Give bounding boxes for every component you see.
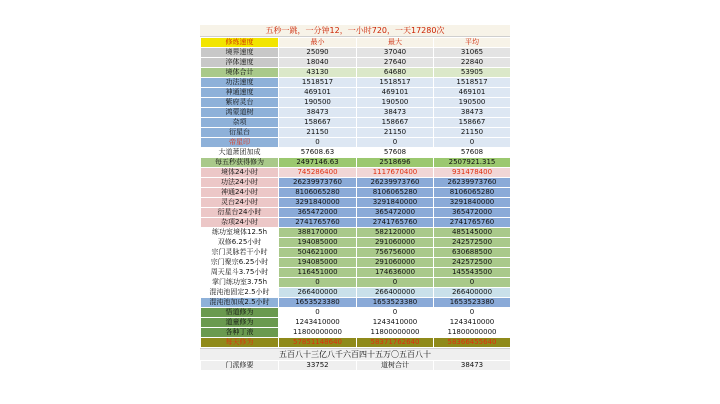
cell-min[interactable]: 504621000 [279,248,357,258]
cell-min[interactable]: 8106065280 [279,188,357,198]
table-row [201,128,511,138]
table-row [201,258,511,268]
cell-max[interactable]: 3291840000 [357,198,434,208]
cell-avg[interactable]: 630688500 [434,248,511,258]
cell-max[interactable]: 57608 [357,148,434,158]
cell-avg[interactable]: 2741765760 [434,218,511,228]
cell-avg[interactable]: 3291840000 [434,198,511,208]
row-label[interactable]: 紫府灵台 [201,98,279,108]
cell-avg[interactable]: 931478400 [434,168,511,178]
row-label[interactable]: 混沌池固定2.5小时 [201,288,279,298]
cell-max[interactable]: 11800000000 [357,328,434,338]
row-label[interactable]: 宗门聚宗6.25小时 [201,258,279,268]
cell-min[interactable]: 11800000000 [279,328,357,338]
partial-row [201,361,511,371]
row-label[interactable]: 各种丁液 [201,328,279,338]
cell-min[interactable]: 388170000 [279,228,357,238]
row-label[interactable]: 功法速度 [201,78,279,88]
partial-table [200,360,511,371]
cell-avg[interactable]: 38473 [434,108,511,118]
cell-min[interactable]: 57851148640 [279,338,357,348]
partial-max[interactable]: 道树合计 [357,361,434,371]
cell-avg[interactable]: 22840 [434,58,511,68]
row-label[interactable]: 每天修为 [201,338,279,348]
cell-max[interactable]: 0 [357,138,434,148]
cell-max[interactable]: 27640 [357,58,434,68]
cell-max[interactable]: 1518517 [357,78,434,88]
header-row [201,38,511,48]
table-row [201,88,511,98]
cell-avg[interactable]: 31065 [434,48,511,58]
row-label[interactable]: 掌门练功室3.75h [201,278,279,288]
cell-avg[interactable]: 1518517 [434,78,511,88]
cell-max[interactable]: 582120000 [357,228,434,238]
cell-avg[interactable]: 242572500 [434,238,511,248]
cell-min[interactable]: 21150 [279,128,357,138]
table-body [201,48,511,348]
cell-max[interactable]: 21150 [357,128,434,138]
row-label[interactable]: 淬体速度 [201,58,279,68]
cell-max[interactable]: 190500 [357,98,434,108]
cell-max[interactable]: 26239973760 [357,178,434,188]
table-row [201,148,511,158]
cell-avg[interactable]: 190500 [434,98,511,108]
cell-max[interactable]: 291060000 [357,258,434,268]
cultivation-table [200,37,511,348]
row-label[interactable]: 双修6.25小时 [201,238,279,248]
row-label[interactable]: 大道萧团加成 [201,148,279,158]
cell-avg[interactable]: 11800000000 [434,328,511,338]
table-row [201,278,511,288]
cell-avg[interactable]: 266400000 [434,288,511,298]
table-row [201,48,511,58]
sheet-title: 五秒一跳，一分钟12，一小时720，一天17280次 [200,25,510,37]
row-label[interactable]: 杂项 [201,118,279,128]
header-label[interactable]: 修炼速度 [201,38,279,48]
partial-avg[interactable]: 38473 [434,361,511,371]
cell-min[interactable]: 745286400 [279,168,357,178]
cell-max[interactable]: 8106065280 [357,188,434,198]
row-label[interactable]: 帝星印 [201,138,279,148]
cell-avg[interactable]: 469101 [434,88,511,98]
table-row [201,208,511,218]
cell-avg[interactable]: 53905 [434,68,511,78]
table-row [201,168,511,178]
cell-min[interactable]: 43130 [279,68,357,78]
table-row [201,318,511,328]
cell-avg[interactable]: 1653523380 [434,298,511,308]
table-row [201,78,511,88]
cell-min[interactable]: 57608.63 [279,148,357,158]
cell-max[interactable]: 2518696 [357,158,434,168]
header-max[interactable]: 最大 [357,38,434,48]
cell-min[interactable]: 18040 [279,58,357,68]
cell-max[interactable]: 365472000 [357,208,434,218]
cell-max[interactable]: 1653523380 [357,298,434,308]
cell-max[interactable]: 1117670400 [357,168,434,178]
row-label[interactable]: 衍星台24小时 [201,208,279,218]
cell-max[interactable]: 0 [357,308,434,318]
cell-avg[interactable]: 158667 [434,118,511,128]
spreadsheet [200,25,510,371]
cell-avg[interactable]: 145543500 [434,268,511,278]
cell-max[interactable]: 0 [357,278,434,288]
row-label[interactable]: 境体合计 [201,68,279,78]
cell-avg[interactable]: 0 [434,308,511,318]
table-row [201,228,511,238]
cell-min[interactable]: 469101 [279,88,357,98]
cell-avg[interactable]: 485145000 [434,228,511,238]
cell-min[interactable]: 3291840000 [279,198,357,208]
cell-max[interactable]: 58371762640 [357,338,434,348]
table-row [201,118,511,128]
row-label[interactable]: 神通24小时 [201,188,279,198]
table-row [201,98,511,108]
row-label[interactable]: 道童修为 [201,318,279,328]
cell-min[interactable]: 38473 [279,108,357,118]
row-label[interactable]: 鸿蒙道树 [201,108,279,118]
row-label[interactable]: 神通速度 [201,88,279,98]
cell-avg[interactable]: 57608 [434,148,511,158]
cell-avg[interactable]: 2507921.315 [434,158,511,168]
table-row [201,188,511,198]
table-row [201,298,511,308]
row-label[interactable]: 练功室境体12.5h [201,228,279,238]
row-label[interactable]: 宗门灵脉若干小时 [201,248,279,258]
partial-min[interactable]: 33752 [279,361,357,371]
table-row [201,268,511,278]
cell-max[interactable]: 174636000 [357,268,434,278]
cell-avg[interactable]: 26239973760 [434,178,511,188]
total-in-words: 五百八十三亿八千六百四十五万〇五百八十 [200,348,510,360]
table-row [201,108,511,118]
table-row [201,158,511,168]
cell-min[interactable]: 190500 [279,98,357,108]
cell-min[interactable]: 25090 [279,48,357,58]
cell-avg[interactable]: 58366455640 [434,338,511,348]
cell-max[interactable]: 756756000 [357,248,434,258]
row-label[interactable]: 境界速度 [201,48,279,58]
table-row [201,288,511,298]
table-row [201,308,511,318]
cell-min[interactable]: 1243410000 [279,318,357,328]
table-row [201,328,511,338]
cell-min[interactable]: 0 [279,278,357,288]
row-label[interactable]: 灵台24小时 [201,198,279,208]
cell-max[interactable]: 2741765760 [357,218,434,228]
cell-min[interactable]: 194085000 [279,238,357,248]
cell-avg[interactable]: 8106065280 [434,188,511,198]
cell-min[interactable]: 194085000 [279,258,357,268]
table-row [201,338,511,348]
cell-avg[interactable]: 242572500 [434,258,511,268]
cell-max[interactable]: 38473 [357,108,434,118]
table-row [201,178,511,188]
table-row [201,238,511,248]
table-row [201,58,511,68]
cell-max[interactable]: 469101 [357,88,434,98]
row-label[interactable]: 周天星斗3.75小时 [201,268,279,278]
cell-avg[interactable]: 1243410000 [434,318,511,328]
cell-min[interactable]: 1653523380 [279,298,357,308]
cell-min[interactable]: 2741765760 [279,218,357,228]
row-label[interactable]: 衍星台 [201,128,279,138]
table-row [201,218,511,228]
cell-avg[interactable]: 0 [434,278,511,288]
cell-max[interactable]: 266400000 [357,288,434,298]
table-row [201,248,511,258]
row-label[interactable]: 悟道修为 [201,308,279,318]
cell-min[interactable]: 266400000 [279,288,357,298]
cell-avg[interactable]: 21150 [434,128,511,138]
cell-avg[interactable]: 0 [434,138,511,148]
row-label[interactable]: 杂项24小时 [201,218,279,228]
row-label[interactable]: 混沌池加成2.5小时 [201,298,279,308]
table-row [201,198,511,208]
table-row [201,68,511,78]
cell-max[interactable]: 1243410000 [357,318,434,328]
cell-max[interactable]: 158667 [357,118,434,128]
cell-min[interactable]: 0 [279,138,357,148]
cell-avg[interactable]: 365472000 [434,208,511,218]
partial-label[interactable]: 门派修要 [201,361,279,371]
cell-max[interactable]: 64680 [357,68,434,78]
cell-min[interactable]: 2497146.63 [279,158,357,168]
header-avg[interactable]: 平均 [434,38,511,48]
cell-min[interactable]: 158667 [279,118,357,128]
cell-min[interactable]: 365472000 [279,208,357,218]
cell-min[interactable]: 1518517 [279,78,357,88]
cell-max[interactable]: 291060000 [357,238,434,248]
cell-max[interactable]: 37040 [357,48,434,58]
cell-min[interactable]: 26239973760 [279,178,357,188]
cell-min[interactable]: 0 [279,308,357,318]
row-label[interactable]: 功法24小时 [201,178,279,188]
row-label[interactable]: 境体24小时 [201,168,279,178]
cell-min[interactable]: 116451000 [279,268,357,278]
row-label[interactable]: 每五秒获得修为 [201,158,279,168]
header-min[interactable]: 最小 [279,38,357,48]
table-row [201,138,511,148]
